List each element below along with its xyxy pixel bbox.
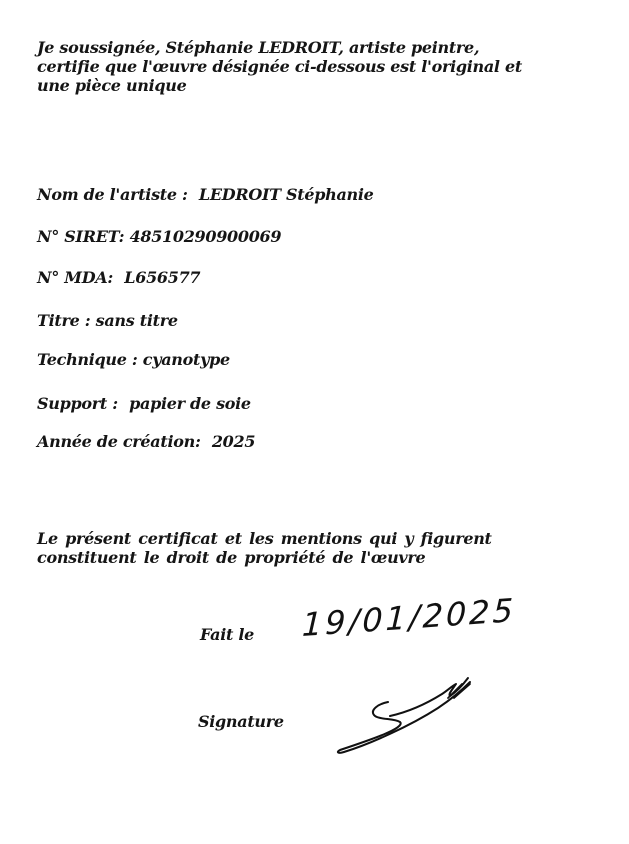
signature-label: Signature	[198, 712, 284, 731]
field-artist-name-value: LEDROIT Stéphanie	[198, 185, 374, 204]
field-siret	[37, 227, 281, 246]
field-siret-label: N° SIRET:	[37, 227, 125, 246]
field-technique	[37, 350, 230, 369]
intro-line-1: Je soussignée, Stéphanie LEDROIT, artiste peintre,	[37, 38, 480, 57]
handwritten-signature	[330, 668, 480, 758]
field-siret-value: 48510290900069	[129, 227, 282, 246]
certificate-intro	[37, 38, 577, 95]
field-support	[37, 394, 251, 413]
field-creation-year-label: Année de création:	[37, 432, 201, 451]
closing-line-2: constituent le droit de propriété de l'œuvre	[37, 548, 426, 567]
handwritten-date: 19/01/2025	[301, 590, 517, 645]
field-artist-name-label: Nom de l'artiste :	[37, 185, 188, 204]
field-support-label: Support :	[37, 394, 118, 413]
field-support-value: papier de soie	[129, 394, 251, 413]
field-title-value: sans titre	[95, 311, 178, 330]
field-mda-label: N° MDA:	[37, 268, 114, 287]
field-title	[37, 311, 178, 330]
field-technique-label: Technique :	[37, 350, 138, 369]
field-creation-year-value: 2025	[211, 432, 256, 451]
intro-line-3: une pièce unique	[37, 76, 187, 95]
certificate-closing	[37, 529, 597, 567]
done-on-label: Fait le	[200, 625, 255, 644]
field-artist-name	[37, 185, 374, 204]
field-title-label: Titre :	[37, 311, 91, 330]
field-creation-year	[37, 432, 255, 451]
field-mda-value: L656577	[124, 268, 201, 287]
field-mda	[37, 268, 200, 287]
closing-line-1: Le présent certificat et les mentions qui y figurent	[37, 529, 492, 548]
field-technique-value: cyanotype	[142, 350, 230, 369]
intro-line-2: certifie que l'œuvre désignée ci-dessous est l'original et	[37, 57, 522, 76]
